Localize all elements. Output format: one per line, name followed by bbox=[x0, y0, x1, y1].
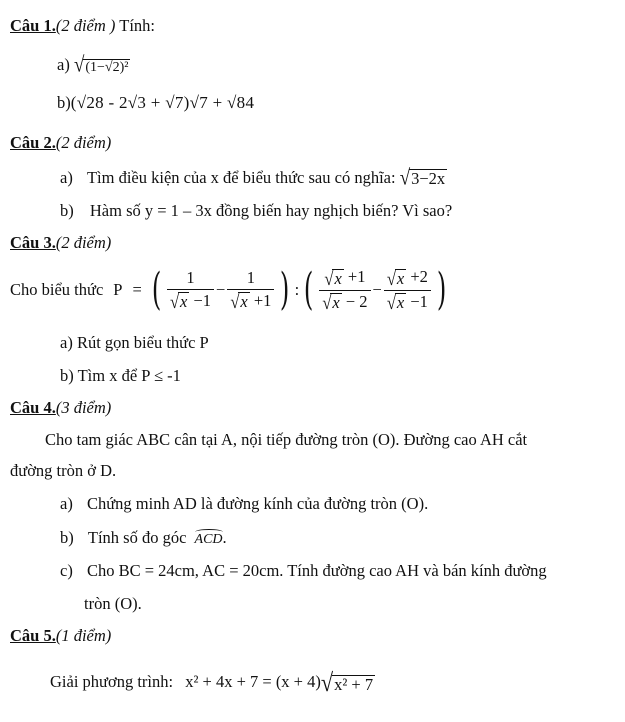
q5-equation-text: Giải phương trình: bbox=[50, 672, 174, 692]
q3-frac-3: $\frac{√x +1}{√x - 2}$ bbox=[319, 267, 370, 312]
q4-c-text-line2: tròn (O). bbox=[84, 594, 142, 613]
q1-a-label: a) bbox=[57, 55, 70, 75]
q3-p-var: P bbox=[113, 280, 123, 300]
q4-c-text-line1: Cho BC = 24cm, AC = 20cm. Tính đường cao AH và bán kính đường bbox=[86, 561, 547, 580]
q1-a bbox=[57, 55, 130, 78]
q5-points: (1 điểm) bbox=[55, 626, 112, 645]
q2-a-label: a) bbox=[60, 168, 73, 188]
q5-sqrt: √x² + 7 bbox=[320, 667, 374, 697]
q4-intro-line2: đường tròn ở D. bbox=[10, 461, 117, 480]
q2-label: Câu 2. bbox=[10, 133, 56, 152]
q1-a-expression: √(1−√2)² bbox=[73, 53, 129, 78]
q3-expression: Cho biểu thức P = ( $\frac{1}{√x -1}$ − $\frac{1}{√x +1}$ ) : ( $\frac{√x +1}{√x - 2}$ − $\frac{√x +2}{√x -1}$ ) bbox=[10, 264, 447, 315]
q5-lhs: x² + 4x + 7 = (x + 4) bbox=[185, 672, 321, 692]
q5-heading bbox=[10, 626, 111, 646]
q2-b-text: Hàm số y = 1 – 3x đồng biến hay nghịch biến? Vì sao? bbox=[89, 201, 453, 220]
q4-a-text: Chứng minh AD là đường kính của đường tròn (O). bbox=[86, 494, 429, 513]
q3-frac-4: $\frac{√x +2}{√x -1}$ bbox=[384, 267, 431, 312]
q4-heading bbox=[10, 398, 111, 418]
q4-a-label: a) bbox=[60, 494, 73, 513]
q2-points: (2 điểm) bbox=[55, 133, 112, 152]
q3-points: (2 điểm) bbox=[55, 233, 112, 252]
q3-frac-1: $\frac{1}{√x -1}$ bbox=[167, 268, 214, 312]
q3-frac-2: $\frac{1}{√x +1}$ bbox=[227, 268, 274, 312]
q4-b-text: Tính số đo góc bbox=[87, 528, 187, 547]
q3-a: a) Rút gọn biểu thức P bbox=[60, 333, 209, 352]
q3-b: b) Tìm x để P ≤ -1 bbox=[60, 366, 181, 385]
q4-b: b) Tính số đo góc ACD. bbox=[60, 528, 227, 547]
q1-b-label: b) bbox=[57, 93, 71, 112]
q2-heading bbox=[10, 133, 111, 153]
q2-a-expression: √3−2x bbox=[399, 166, 446, 191]
q3-heading bbox=[10, 233, 111, 253]
q1-b bbox=[57, 93, 254, 113]
q4-points: (3 điểm) bbox=[55, 398, 112, 417]
q5-equation bbox=[50, 667, 375, 697]
q4-b-angle: ACD bbox=[194, 532, 223, 547]
q4-intro-line1: Cho tam giác ABC cân tại A, nội tiếp đường tròn (O). Đường cao AH cắt bbox=[45, 430, 528, 449]
q4-c bbox=[60, 561, 547, 581]
q4-a bbox=[60, 494, 428, 514]
q1-b-expression: (√28 - 2√3 + √7)√7 + √84 bbox=[70, 93, 255, 112]
q1-points: (2 điểm ) bbox=[55, 16, 116, 35]
q2-b bbox=[60, 201, 452, 221]
q4-b-label: b) bbox=[60, 528, 74, 547]
q2-a bbox=[60, 168, 447, 191]
q5-label: Câu 5. bbox=[10, 626, 56, 645]
q3-label: Câu 3. bbox=[10, 233, 56, 252]
q1-label: Câu 1. bbox=[10, 16, 56, 35]
q2-b-label: b) bbox=[60, 201, 74, 220]
q3-intro: Cho biểu thức bbox=[10, 280, 104, 300]
q4-label: Câu 4. bbox=[10, 398, 56, 417]
q4-c-label: c) bbox=[60, 561, 73, 580]
q2-a-text: Tìm điều kiện của x để biểu thức sau có nghĩa: bbox=[86, 168, 396, 188]
q1-instruction: Tính: bbox=[119, 16, 155, 35]
q1-heading bbox=[10, 16, 155, 36]
